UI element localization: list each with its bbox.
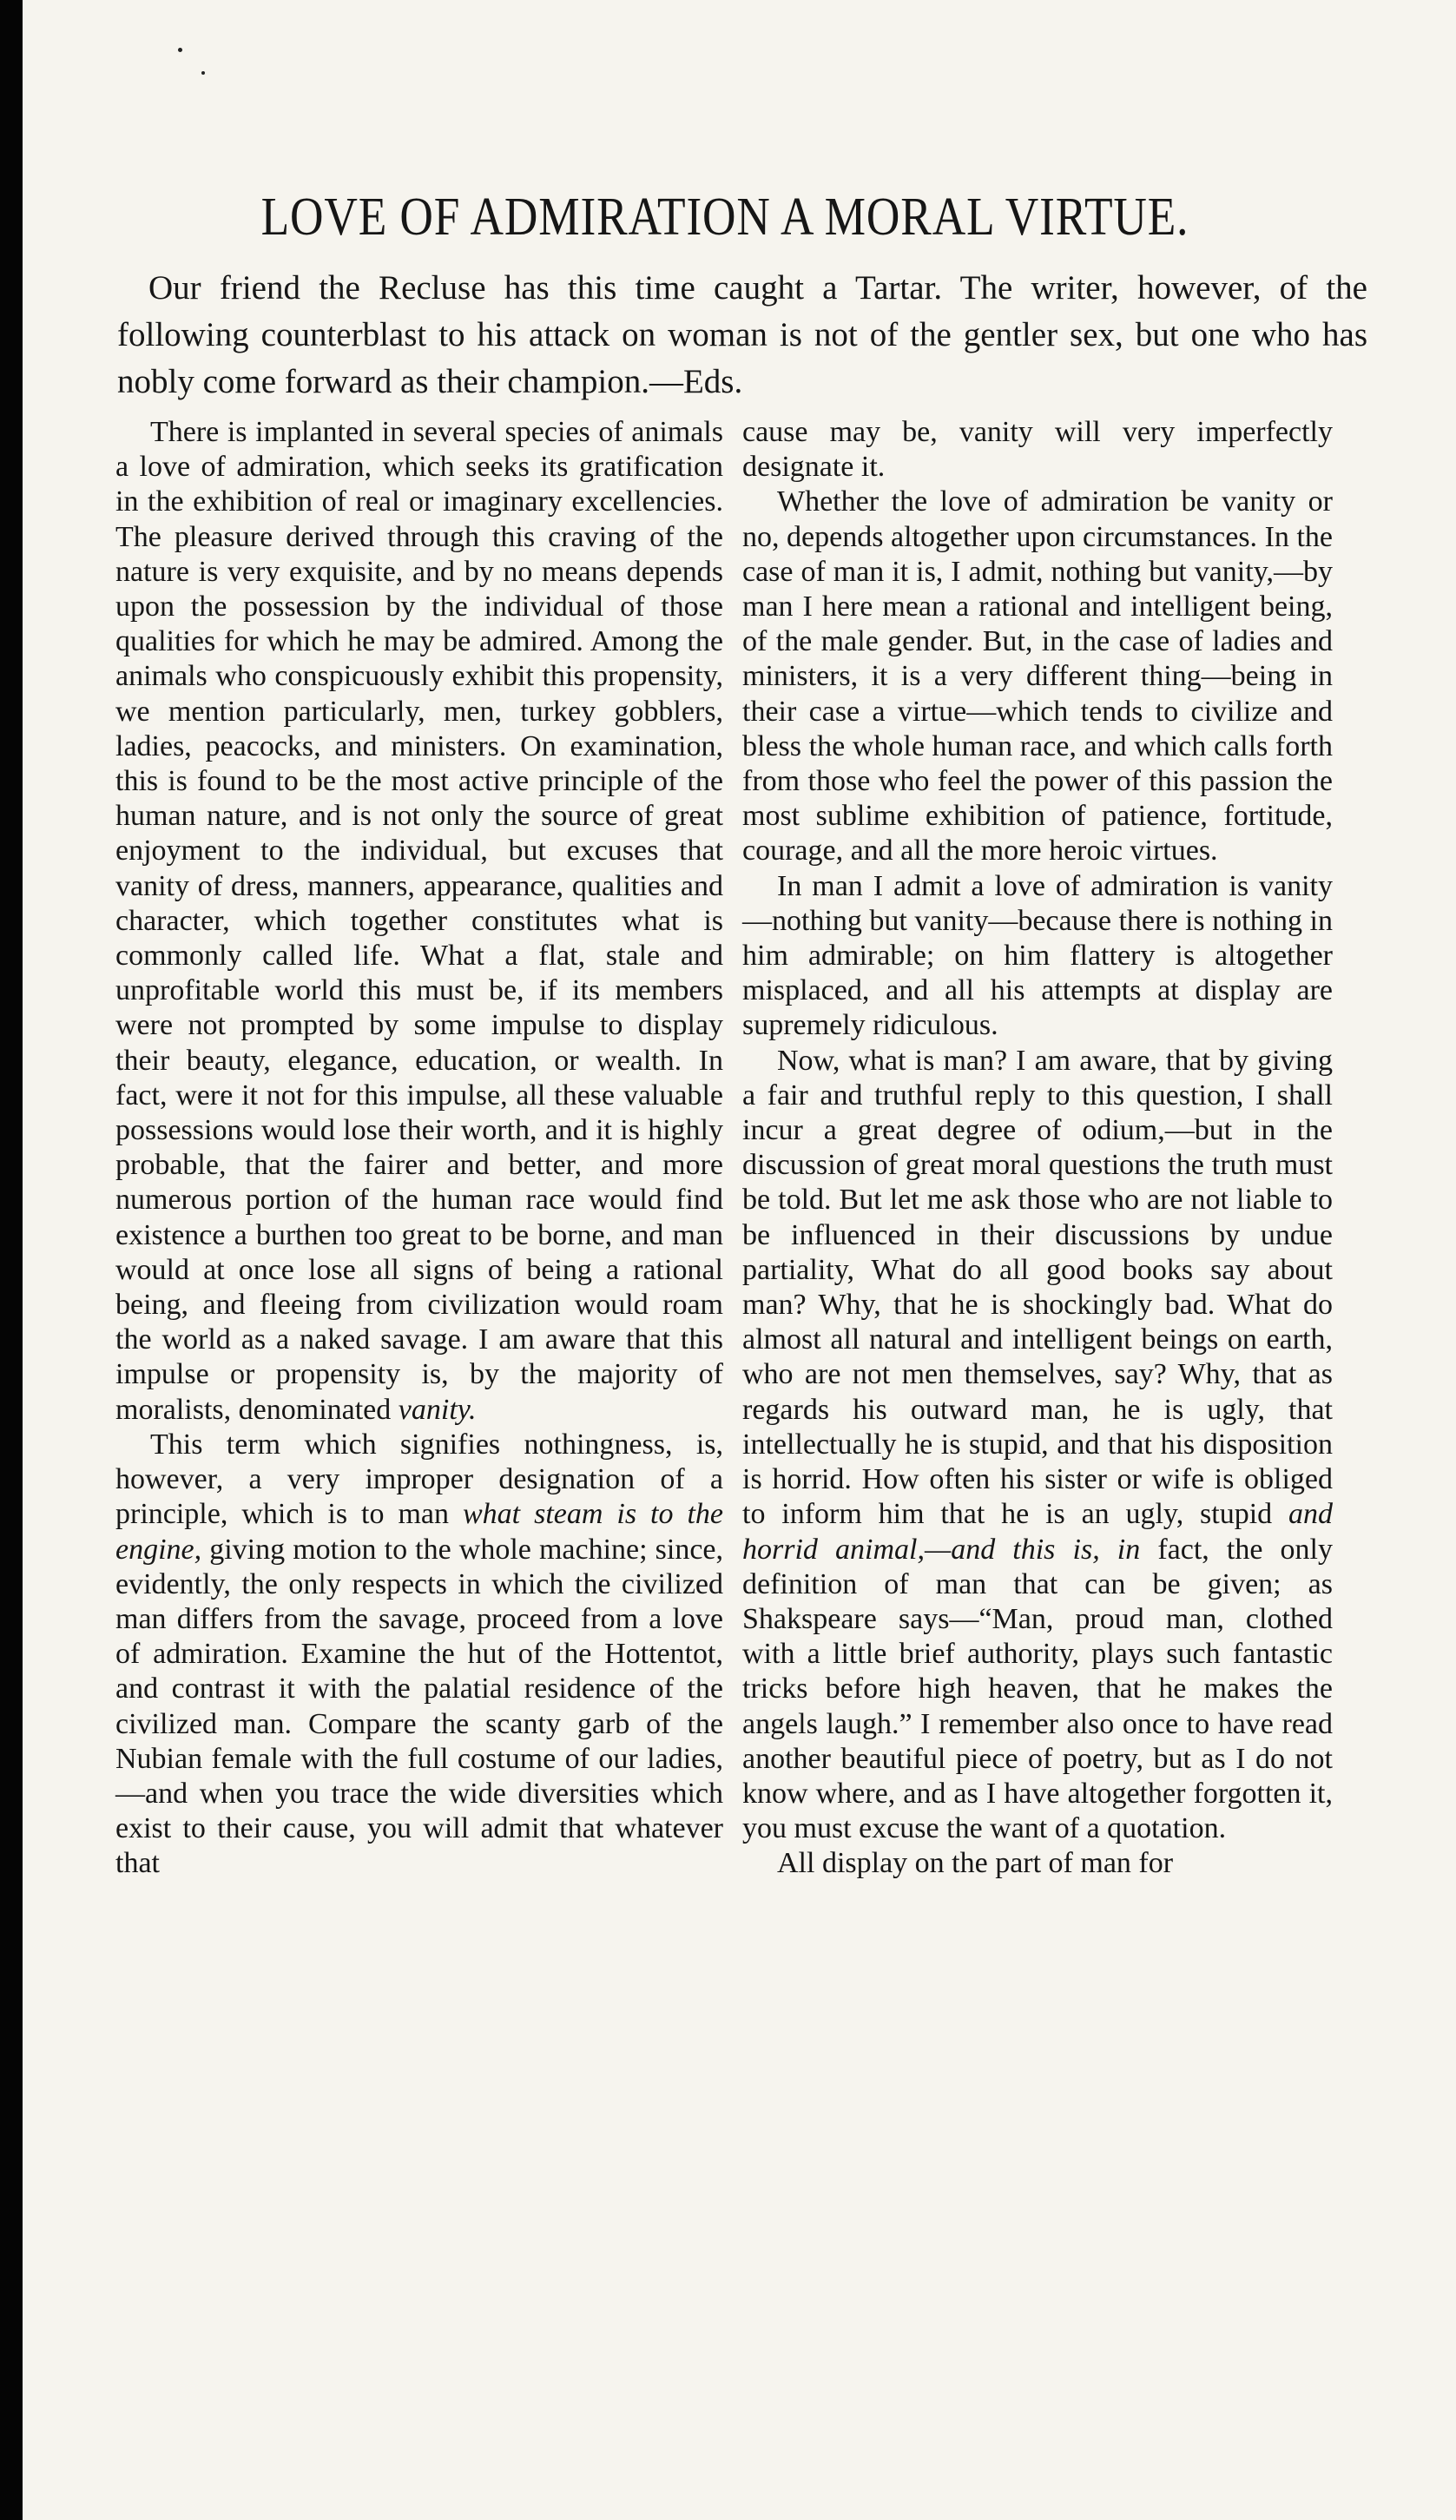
emphasis-text: vanity. (398, 1393, 477, 1426)
left-column (115, 415, 723, 1882)
editor-note: Our friend the Recluse has this time caught a Tartar. The writer, however, of the following counterblast to his attack on woman is not of the gentler sex, but one who has nobly come forward as their champion.—Eds. (117, 269, 1367, 400)
article-title: LOVE OF ADMIRATION A MORAL VIRTUE. (260, 188, 1189, 247)
paragraph: All display on the part of man for (777, 1847, 1174, 1880)
ink-speck (178, 48, 182, 52)
paragraph: cause may be, vanity will very imperfectly designate it. (742, 416, 1333, 484)
emphasis-text: what steam is to the engine, (115, 1498, 723, 1566)
paragraph (742, 1044, 1333, 1847)
paragraph-text: There is implanted in several species of animals a love of admiration, which seeks its gratification in the exhibition of real or imaginary excellencies. The pleasure derived through this craving of the nature is very exquisite, and by no means depends upon the possession by the individual of those qualities for which he may be admired. Among the animals who conspicuously exhibit this propensity, we mention particularly, men, turkey gobblers, ladies, peacocks, and ministers. On examination, this is found to be the most active principle of the human nature, and is not only the source of great enjoyment to the individual, but excuses that vanity of dress, manners, appearance, qualities and character, which together constitutes what is commonly called life. What a flat, stale and unprofitable world this must be, if its members were not prompted by some impulse to display their beauty, elegance, education, or wealth. In fact, were it not for this impulse, all these valuable possessions would lose their worth, and it is highly probable, that the fairer and better, and more numerous portion of the human race would find existence a burthen too great to be borne, and man would at once lose all signs of being a rational being, and fleeing from civilization would roam the world as a naked savage. I am aware that this impulse or propensity is, by the majority of moralists, denominated (115, 416, 723, 1426)
paragraph: Whether the love of admiration be vanity or no, depends altogether upon circumstances. In the case of man it is, I admit, nothing but vanity,—by man I here mean a rational and intelligent being, of the male gender. But, in the case of ladies and ministers, it is a very different thing—being in their case a virtue—which tends to civilize and bless the whole human race, and which calls forth from those who feel the power of this passion the most sublime exhibition of patience, fortitude, courage, and all the more heroic virtues. (742, 485, 1333, 867)
paragraph-text: fact, the only definition of man that can be given; as Shakspeare says—“Man, proud man, clothed with a little brief authority, plays such fantastic tricks before high heaven, that he makes the angels laugh.” I remember also once to have read another beautiful piece of poetry, but as I do not know where, and as I have altogether forgotten it, you must excuse the want of a quotation. (742, 1533, 1333, 1845)
paragraph (115, 415, 723, 1428)
right-column (742, 415, 1333, 1882)
paragraph-text: This term which signifies nothingness, is, however, a very improper designation of a principle, which is to man (115, 1428, 723, 1531)
paragraph (115, 1428, 723, 1882)
paragraph: In man I admit a love of admiration is vanity—nothing but vanity—because there is nothing in him admirable; on him flattery is altogether misplaced, and all his attempts at display are supremely ridiculous. (742, 869, 1333, 1042)
ink-speck (201, 71, 205, 75)
paragraph-text: Now, what is man? I am aware, that by giving a fair and truthful reply to this question, I shall incur a great degree of odium,—but in the discussion of great moral questions the truth must be told. But let me ask those who are not liable to be influenced in their discussions by undue partiality, What do all good books say about man? Why, that he is shockingly bad. What do almost all natural and intelligent beings on earth, who are not men themselves, say? Why, that as regards his outward man, he is ugly, that intellectually he is stupid, and that his disposition is horrid. How often his sister or wife is obliged to inform him that he is an ugly, stupid (742, 1044, 1333, 1531)
binding-edge (0, 0, 23, 2520)
paragraph-text: giving motion to the whole machine; since, evidently, the only respects in which the civilized man differs from the savage, proceed from a love of admiration. Examine the hut of the Hottentot, and contrast it with the palatial residence of the civilized man. Compare the scanty garb of the Nubian female with the full costume of our ladies,—and when you trace the wide diversities which exist to their cause, you will admit that whatever that (115, 1533, 724, 1880)
emphasis-text: and horrid animal,—and this is, in (742, 1498, 1333, 1566)
